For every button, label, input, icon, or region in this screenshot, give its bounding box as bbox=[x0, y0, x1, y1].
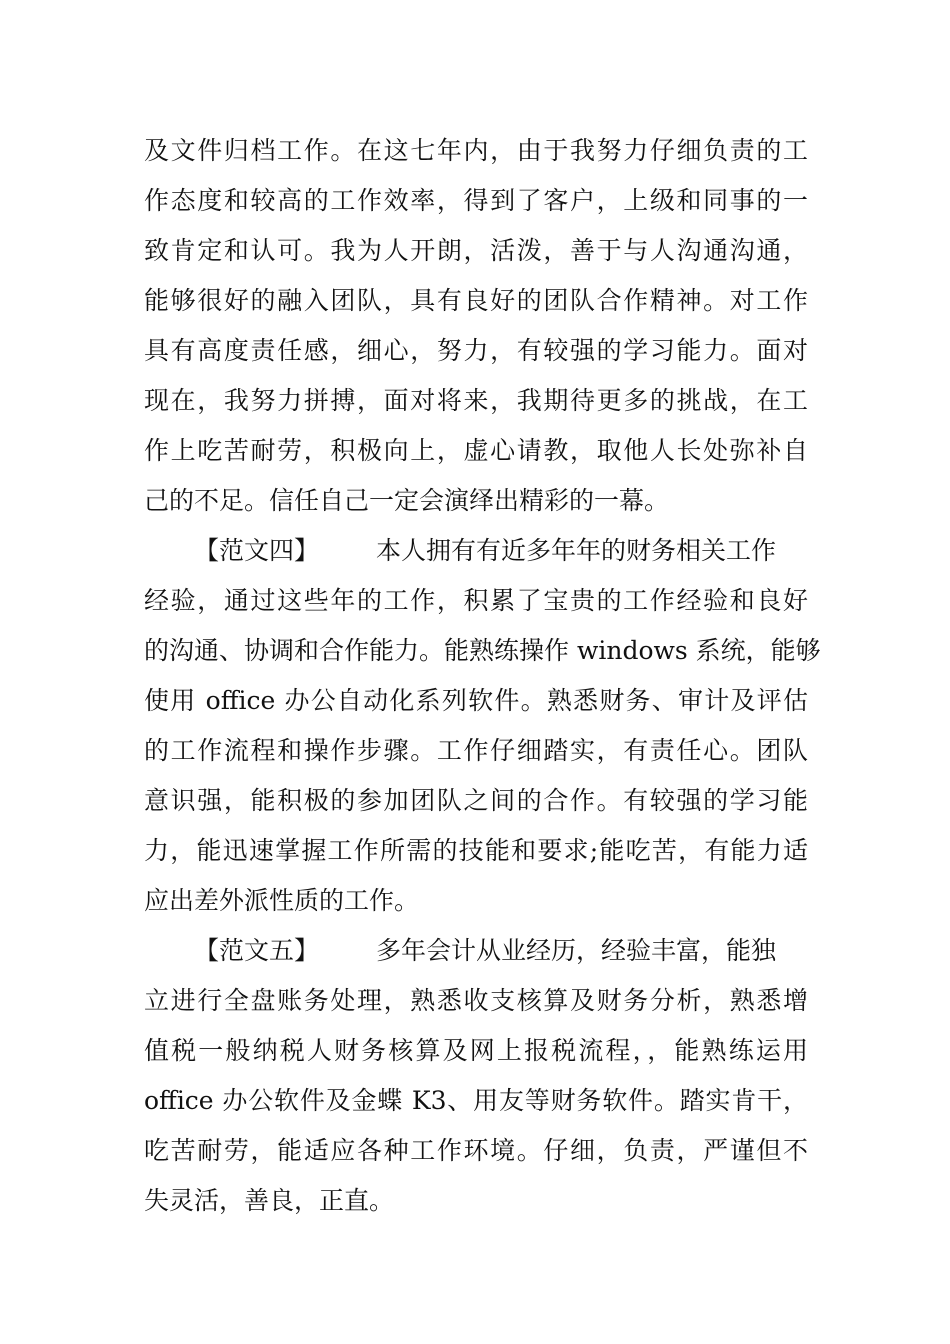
paragraph-line: 力，能迅速掌握工作所需的技能和要求;能吃苦，有能力适 bbox=[144, 836, 808, 865]
paragraph-line: 应出差外派性质的工作。 bbox=[144, 886, 420, 915]
paragraph-line: 经验，通过这些年的工作，积累了宝贵的工作经验和良好 bbox=[144, 586, 808, 615]
section-5-heading: 【范文五】 bbox=[194, 936, 320, 965]
paragraph-line: 己的不足。信任自己一定会演绎出精彩的一幕。 bbox=[144, 486, 670, 515]
paragraph-line: 现在，我努力拼搏，面对将来，我期待更多的挑战，在工 bbox=[144, 386, 808, 415]
paragraph-line: 立进行全盘账务处理，熟悉收支核算及财务分析，熟悉增 bbox=[144, 986, 808, 1015]
paragraph-line: 使用 office 办公自动化系列软件。熟悉财务、审计及评估 bbox=[144, 686, 808, 715]
paragraph-line: office 办公软件及金蝶 K3、用友等财务软件。踏实肯干， bbox=[144, 1086, 808, 1115]
section-4-heading: 【范文四】 bbox=[194, 536, 320, 565]
paragraph-line: 的工作流程和操作步骤。工作仔细踏实，有责任心。团队 bbox=[144, 736, 808, 765]
section-5-first-line bbox=[194, 926, 776, 976]
paragraph-line: 作态度和较高的工作效率，得到了客户，上级和同事的一 bbox=[144, 186, 808, 215]
paragraph-line: 失灵活，善良，正直。 bbox=[144, 1186, 395, 1215]
section-5-lead-text: 多年会计从业经历，经验丰富，能独 bbox=[376, 936, 777, 965]
paragraph-line: 吃苦耐劳，能适应各种工作环境。仔细，负责，严谨但不 bbox=[144, 1136, 808, 1165]
paragraph-line: 致肯定和认可。我为人开朗，活泼，善于与人沟通沟通， bbox=[144, 236, 808, 265]
paragraph-line: 值税一般纳税人财务核算及网上报税流程，，能熟练运用 bbox=[144, 1036, 808, 1065]
paragraph-line: 作上吃苦耐劳，积极向上，虚心请教，取他人长处弥补自 bbox=[144, 436, 808, 465]
paragraph-line: 能够很好的融入团队，具有良好的团队合作精神。对工作 bbox=[144, 286, 808, 315]
section-4-lead-text: 本人拥有有近多年年的财务相关工作 bbox=[376, 536, 777, 565]
paragraph-line: 意识强，能积极的参加团队之间的合作。有较强的学习能 bbox=[144, 786, 808, 815]
paragraph-line: 具有高度责任感，细心，努力，有较强的学习能力。面对 bbox=[144, 336, 808, 365]
paragraph-line: 的沟通、协调和合作能力。能熟练操作 windows 系统，能够 bbox=[144, 636, 821, 665]
paragraph-line: 及文件归档工作。在这七年内，由于我努力仔细负责的工 bbox=[144, 136, 808, 165]
section-4-first-line bbox=[194, 526, 776, 576]
